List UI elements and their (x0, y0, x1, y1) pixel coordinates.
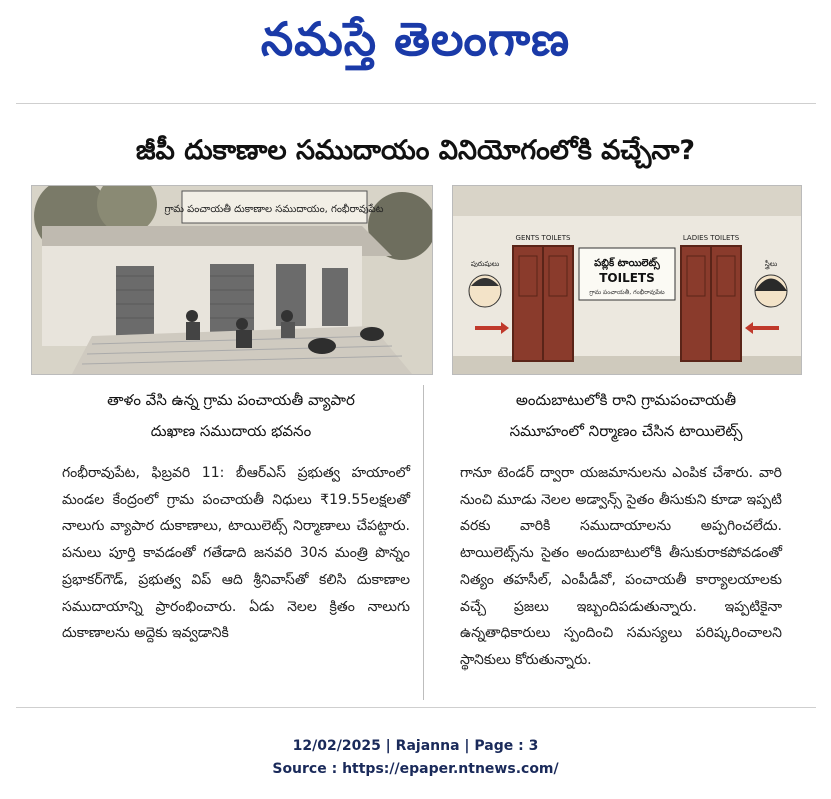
shop-sign-text: గ్రామ పంచాయతీ దుకాణాల సముదాయం, గంభీరావుపేట (164, 204, 384, 215)
shops-photo (31, 185, 433, 375)
ladies-toilets-label: LADIES TOILETS (682, 234, 740, 242)
left-caption-line-2: దుఖాణ సముదాయ భవనం (150, 422, 312, 440)
right-caption-line-2: సమూహంలో నిర్మాణం చేసిన టాయిలెట్స్ (509, 422, 743, 440)
footer-date-edition-page: 12/02/2025 | Rajanna | Page : 3 (292, 738, 539, 754)
newspaper-masthead: నమస్తే తెలంగాణ (260, 12, 571, 66)
public-toilets-sign-english: TOILETS (599, 271, 655, 285)
right-photo-caption (452, 385, 800, 447)
toilets-photo (452, 185, 802, 375)
gents-telugu-label: పురుషులు (470, 260, 500, 268)
left-caption-line-1: తాళం వేసి ఉన్న గ్రామ పంచాయతీ వ్యాపార (107, 391, 355, 409)
ladies-telugu-label: స్త్రీలు (764, 260, 778, 268)
left-photo-caption (31, 385, 431, 447)
footer-divider (16, 707, 816, 708)
footer-source-link[interactable]: Source : https://epaper.ntnews.com/ (272, 761, 559, 777)
right-caption-line-1: అందుబాటులోకి రాని గ్రామపంచాయతీ (515, 391, 737, 409)
column-divider (423, 385, 424, 700)
masthead-divider (16, 103, 816, 104)
article-headline: జీపీ దుకాణాల సముదాయం వినియోగంలోకి వచ్చేనా? (135, 135, 696, 166)
article-body-right-column: గానూ టెండర్ ద్వారా యజమానులను ఎంపిక చేశారు. వారి నుంచి మూడు నెలల అడ్వాన్స్ సైతం తీసుకుని కూడా ఇప్పటి వరకు వారికి సముదాయాలను అప్పగించలేదు. టాయిలెట్స్‌ను సైతం అందుబాటులోకి తీసుకురాకపోవడంతో నిత్యం తహసీల్, ఎంపీడీవో, పంచాయతీ కార్యాలయాలకు వచ్చే ప్రజలు ఇబ్బందిపడుతున్నారు. ఇప్పటికైనా ఉన్నతాధికారులు స్పందించి సమస్యలు పరిష్కరించాలని స్థానికులు కోరుతున్నారు. (460, 465, 782, 668)
public-toilets-sign-sub: గ్రామ పంచాయతీ, గంభీరావుపేట (589, 289, 665, 296)
public-toilets-sign-telugu: పబ్లిక్ టాయిలెట్స్ (594, 258, 660, 269)
gents-toilets-label: GENTS TOILETS (515, 234, 571, 242)
article-body-left-column: గంభీరావుపేట, ఫిబ్రవరి 11: బీఆర్ఎస్ ప్రభుత్వ హయాంలో మండల కేంద్రంలో గ్రామ పంచాయతీ నిధులు ₹19.55లక్షలతో నాలుగు వ్యాపార దుకాణాలు, టాయిలెట్స్ నిర్మాణాలు చేపట్టారు. పనులు పూర్తి కావడంతో గతేడాది జనవరి 30న మంత్రి పొన్నం ప్రభాకర్‌గౌడ్, ప్రభుత్వ విప్ ఆది శ్రీనివాస్‌తో కలిసి దుకాణాల సముదాయాన్ని ప్రారంభించారు. ఏడు నెలల క్రితం నాలుగు దుకాణాలను అద్దెకు ఇవ్వడానికి (62, 465, 410, 642)
